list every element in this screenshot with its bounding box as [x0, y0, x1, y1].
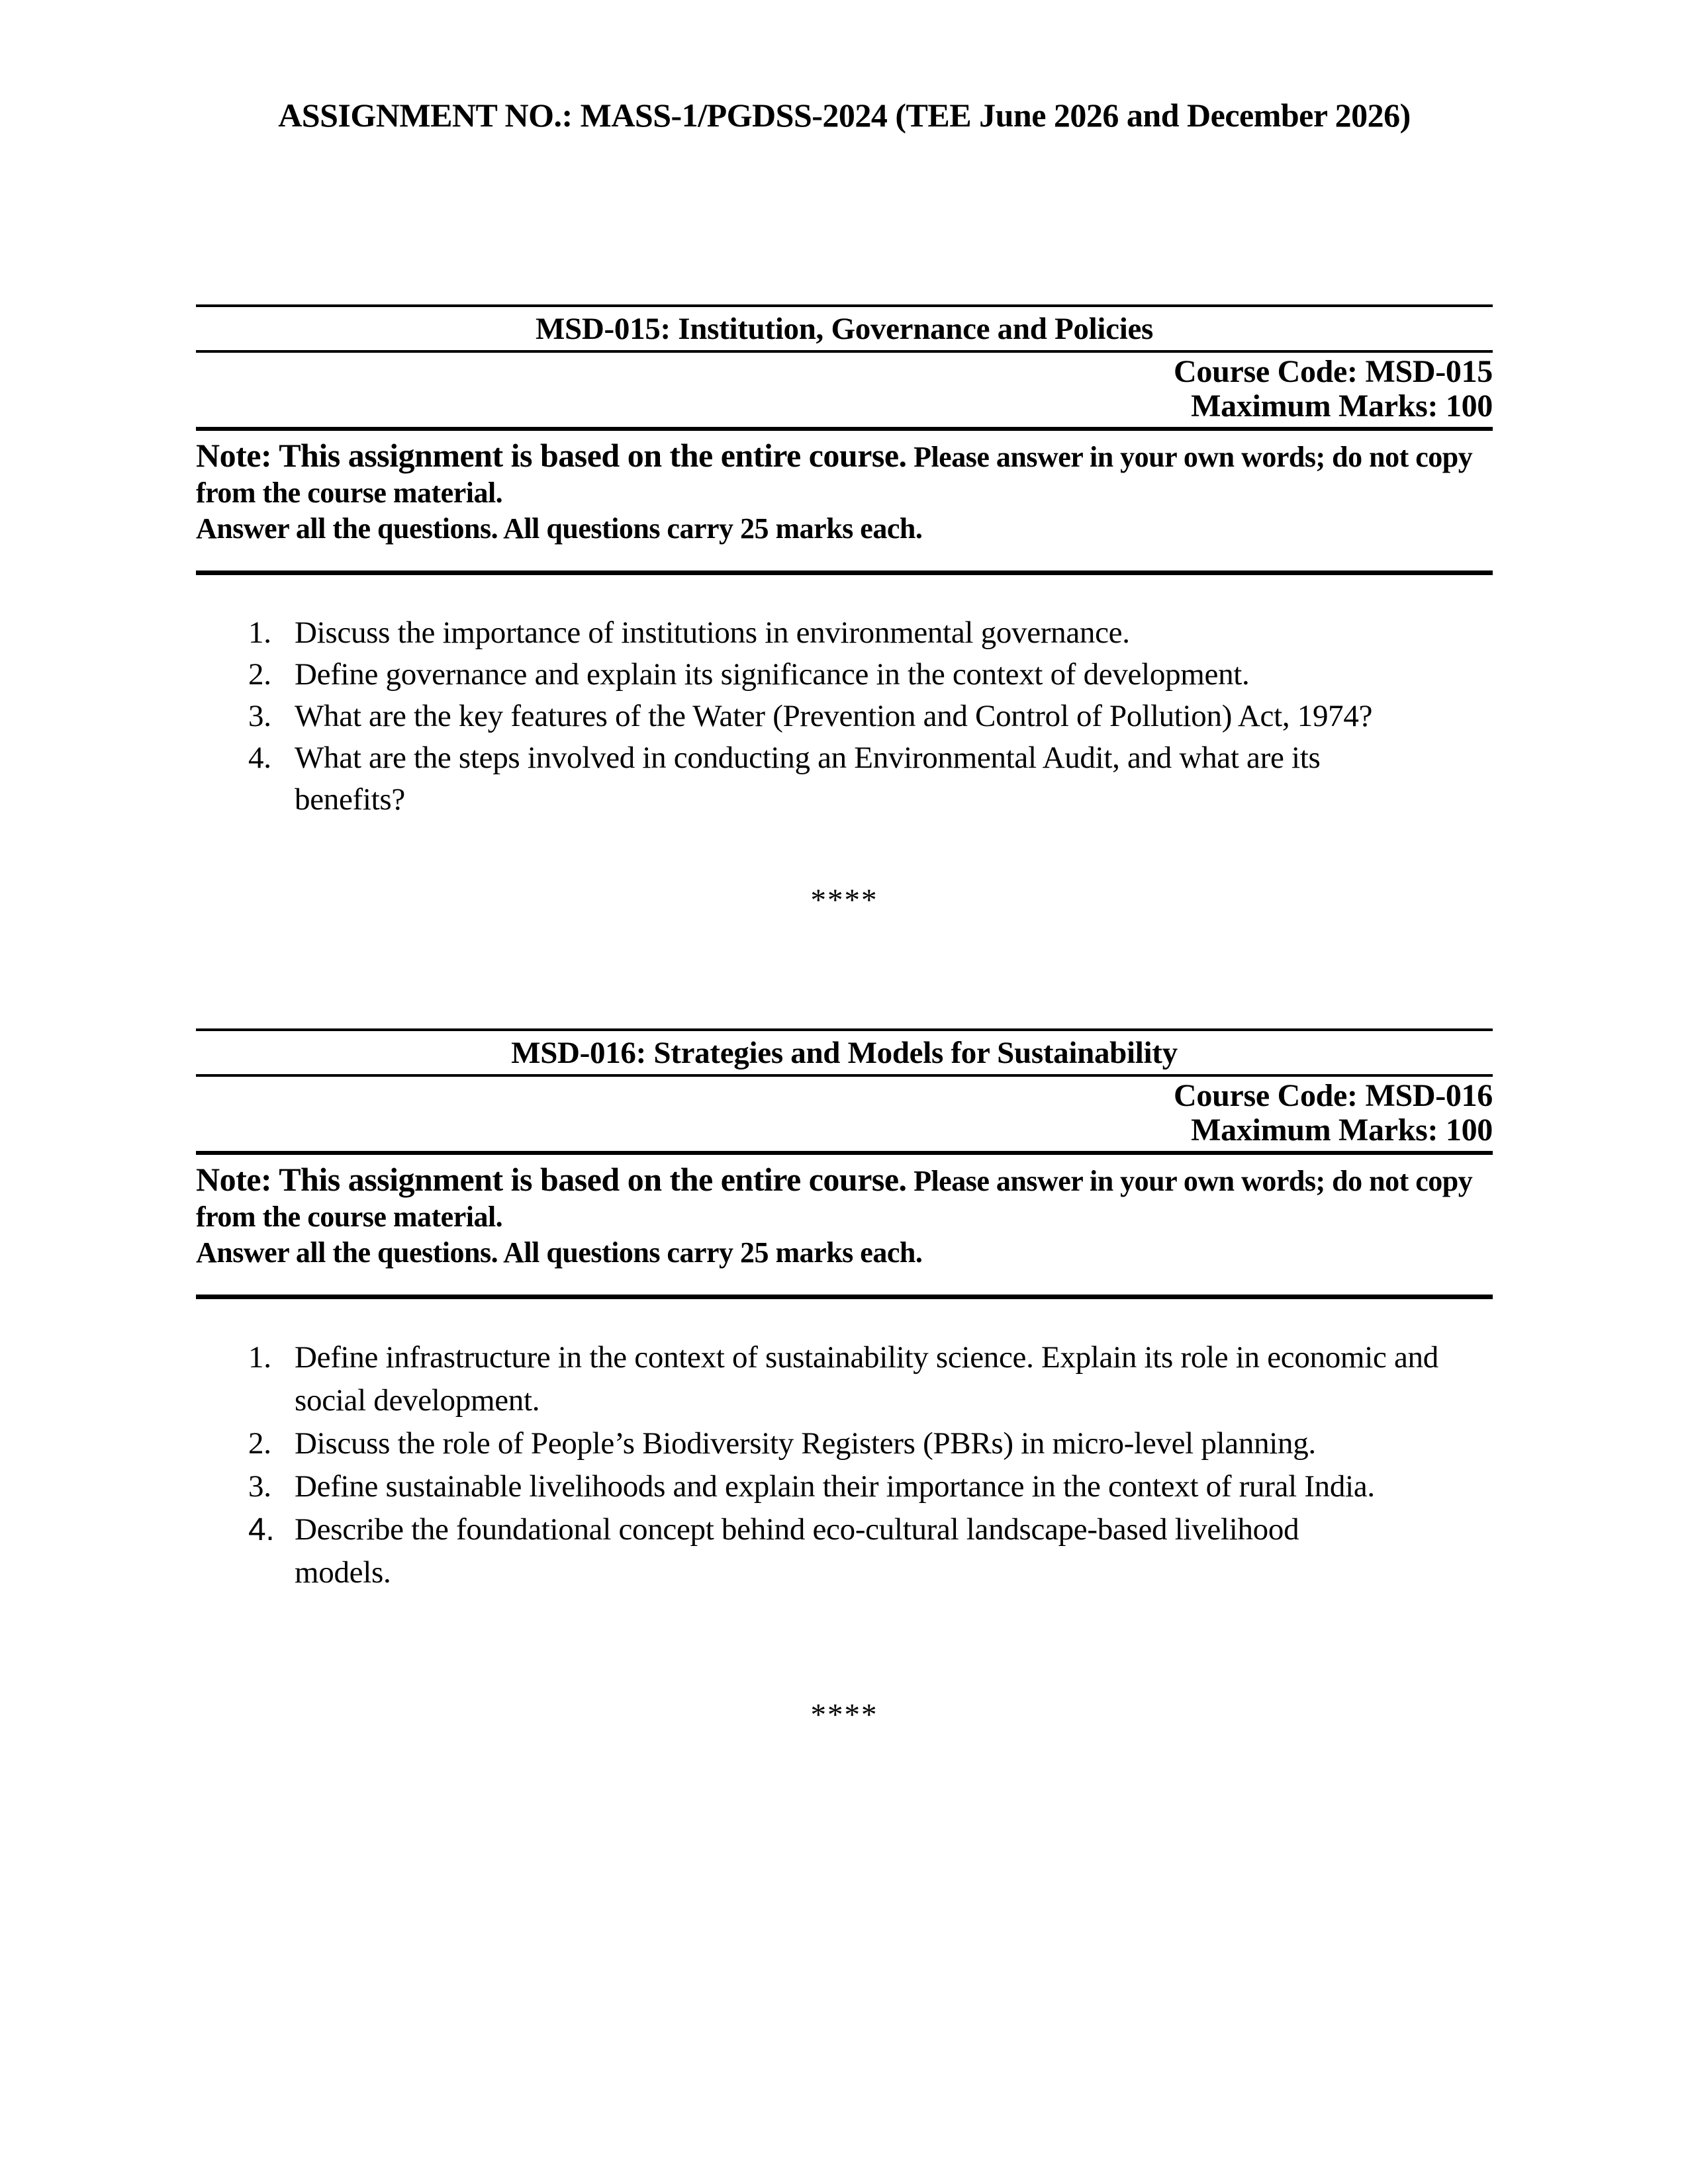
question-text: Define governance and explain its significance in the context of development. — [295, 657, 1250, 692]
question-item — [248, 1336, 1493, 1422]
question-item — [248, 1508, 1493, 1594]
question-text: Discuss the importance of institutions in environmental governance. — [295, 615, 1130, 650]
course-header-box — [196, 304, 1493, 575]
course-meta — [196, 353, 1493, 431]
question-text: Discuss the role of People’s Biodiversity Registers (PBRs) in micro-level planning. — [295, 1426, 1316, 1461]
maximum-marks: Maximum Marks: 100 — [1191, 388, 1493, 424]
section-msd-016 — [196, 1028, 1493, 1736]
question-text: Define infrastructure in the context of sustainability science. Explain its role in economic and social development. — [295, 1340, 1438, 1418]
note-rest: Please answer in your own words; do not copy from the course material. — [196, 1165, 1473, 1233]
document-content — [196, 0, 1493, 1736]
note-answer-instruction: Answer all the questions. All questions carry 25 marks each. — [196, 1236, 923, 1269]
course-code: Course Code: MSD-016 — [1174, 1078, 1493, 1113]
question-item — [248, 737, 1493, 821]
section-msd-015 — [196, 304, 1493, 921]
document-title: ASSIGNMENT NO.: MASS-1/PGDSS-2024 (TEE June 2026 and December 2026) — [278, 97, 1411, 134]
note-paragraph — [196, 1161, 1493, 1235]
maximum-marks: Maximum Marks: 100 — [1191, 1113, 1493, 1148]
question-item — [248, 612, 1493, 654]
question-item — [248, 696, 1493, 737]
course-title: MSD-015: Institution, Governance and Policies — [196, 307, 1493, 353]
question-text: Describe the foundational concept behind eco-cultural landscape-based livelihood models. — [295, 1512, 1299, 1590]
question-text: What are the key features of the Water (Prevention and Control of Pollution) Act, 1974? — [295, 699, 1373, 733]
question-text: What are the steps involved in conducting an Environmental Audit, and what are its benefits? — [295, 741, 1321, 817]
question-number: 4. — [248, 741, 271, 775]
assignment-note — [196, 1155, 1493, 1299]
section-separator: **** — [810, 883, 878, 917]
question-number: 1. — [248, 1340, 271, 1375]
question-item — [248, 654, 1493, 696]
question-item — [248, 1422, 1493, 1465]
note-paragraph — [196, 437, 1493, 511]
note-lead: Note: This assignment is based on the entire course. — [196, 1161, 907, 1198]
question-number: 3. — [248, 699, 271, 733]
course-meta — [196, 1077, 1493, 1155]
course-code: Course Code: MSD-015 — [1174, 354, 1493, 389]
question-list — [196, 1336, 1493, 1594]
course-header-box — [196, 1028, 1493, 1299]
note-lead: Note: This assignment is based on the entire course. — [196, 437, 907, 474]
note-answer-instruction: Answer all the questions. All questions carry 25 marks each. — [196, 512, 923, 545]
question-text: Define sustainable livelihoods and explain their importance in the context of rural India. — [295, 1469, 1375, 1504]
question-number: 2. — [248, 657, 271, 692]
question-item — [248, 1465, 1493, 1508]
question-number: 2. — [248, 1426, 271, 1461]
question-number: 3. — [248, 1469, 271, 1504]
course-title: MSD-016: Strategies and Models for Sustainability — [196, 1031, 1493, 1077]
question-number: 1. — [248, 615, 271, 650]
question-number: 4. — [248, 1512, 275, 1547]
question-list — [196, 612, 1493, 821]
note-rest: Please answer in your own words; do not copy from the course material. — [196, 441, 1473, 509]
section-separator: **** — [810, 1698, 878, 1732]
assignment-note — [196, 431, 1493, 575]
